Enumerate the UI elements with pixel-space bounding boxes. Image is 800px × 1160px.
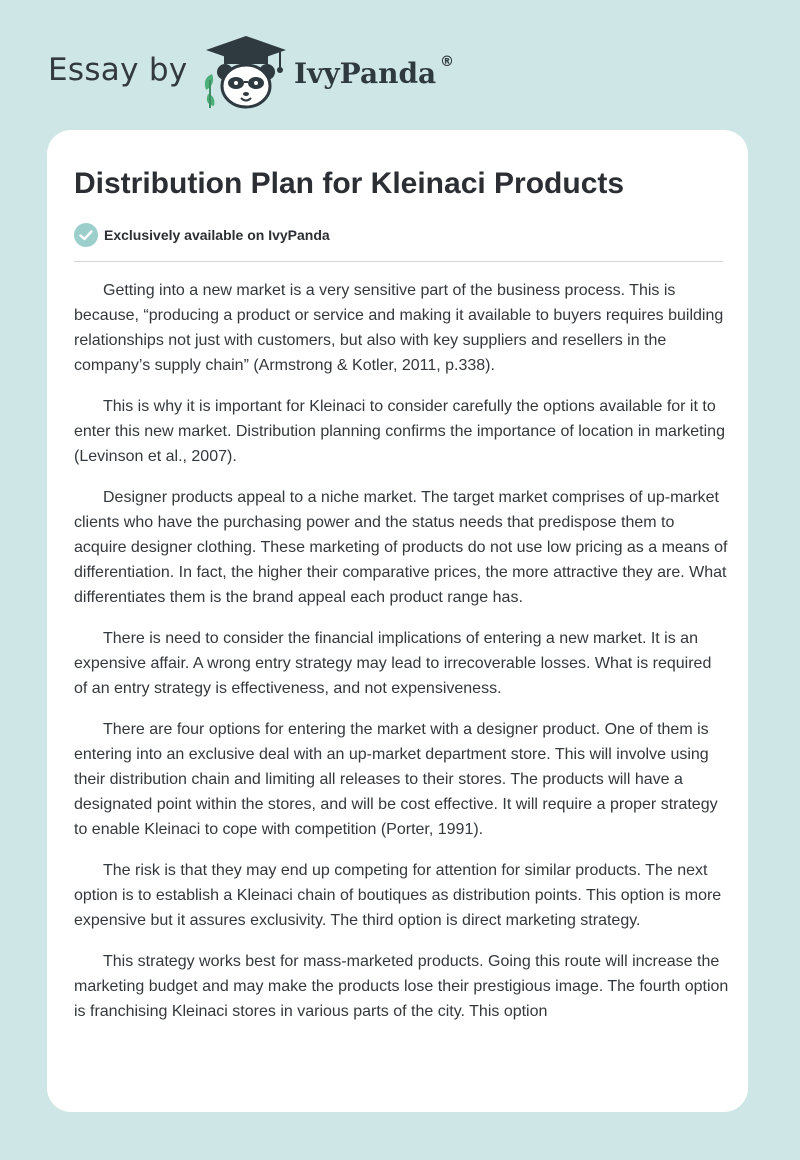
- site-header: [0, 0, 800, 120]
- registered-mark: ®: [440, 54, 454, 70]
- exclusive-badge-label: Exclusively available on IvyPanda: [104, 227, 330, 243]
- paragraph: This is why it is important for Kleinaci to consider carefully the options available for it to enter this new market. Distribution planning confirms the importance of location in marketing (Levinson et al., 2007).: [74, 398, 725, 465]
- paragraph: This strategy works best for mass-marketed products. Going this route will increase the marketing budget and may make the products lose their prestigious image. The fourth option is franchising Kleinaci stores in various parts of the city. This option: [74, 953, 729, 1020]
- paragraph: Designer products appeal to a niche market. The target market comprises of up-market clients who have the purchasing power and the status needs that predispose them to acquire designer clothing. These marketing of products do not use low pricing as a means of differentiation. In fact, the higher their comparative prices, the more attractive they are. What differentiates them is the brand appeal each product range has.: [74, 489, 728, 606]
- paragraph: Getting into a new market is a very sensitive part of the business process. This is because, “producing a product or service and making it available to buyers requires building relationships not just with customers, but also with key suppliers and resellers in the company’s supply chain” (Armstrong & Kotler, 2011, p.338).: [74, 282, 724, 374]
- panda-graduate-logo-icon[interactable]: [200, 34, 292, 110]
- title-divider: [74, 261, 723, 262]
- paragraph: There is need to consider the financial implications of entering a new market. It is an expensive affair. A wrong entry strategy may lead to irrecoverable losses. What is required of an entry strategy is effectiveness, and not expensiveness.: [74, 630, 712, 697]
- brand-name[interactable]: IvyPanda: [294, 57, 437, 90]
- essay-body: [74, 278, 729, 1040]
- page-title: Distribution Plan for Kleinaci Products: [74, 167, 625, 200]
- paragraph: The risk is that they may end up competing for attention for similar products. The next option is to establish a Kleinaci chain of boutiques as distribution points. This option is more expensive but it assures exclusivity. The third option is direct marketing strategy.: [74, 862, 722, 929]
- paragraph: There are four options for entering the market with a designer product. One of them is entering into an exclusive deal with an up-market department store. This will involve using their distribution chain and limiting all releases to their stores. The products will have a designated point within the stores, and will be cost effective. It will require a proper strategy to enable Kleinaci to cope with competition (Porter, 1991).: [74, 721, 718, 838]
- check-circle-icon: [74, 223, 98, 247]
- essay-by-label: Essay by: [48, 52, 188, 88]
- exclusive-badge: [74, 222, 330, 248]
- essay-card: [47, 130, 748, 1112]
